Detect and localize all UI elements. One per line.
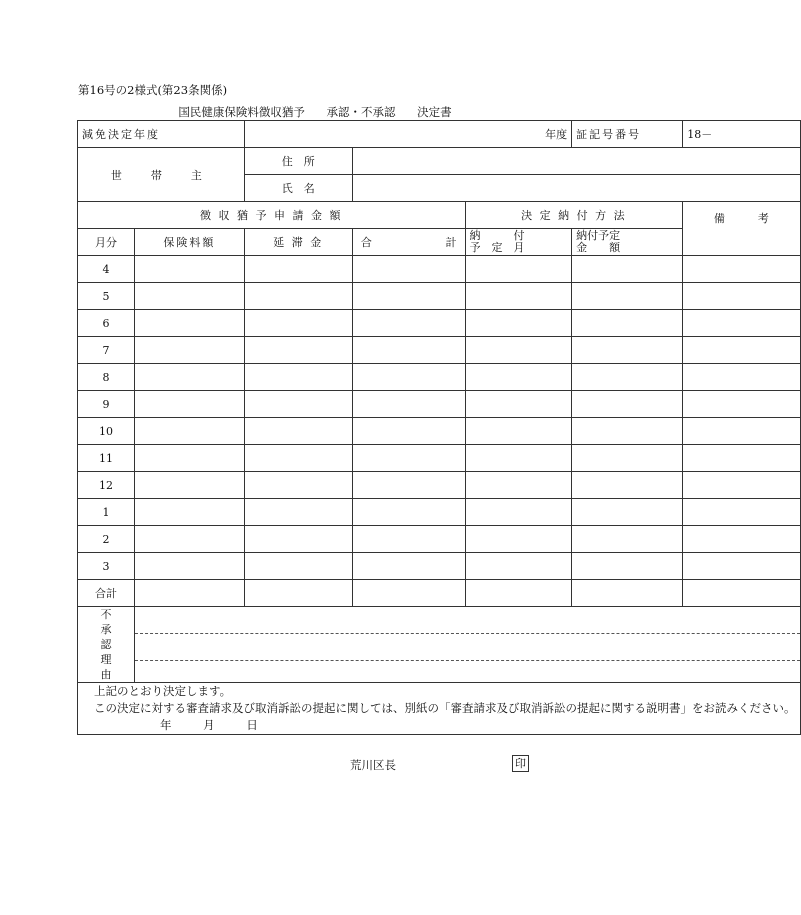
month-label: 11 bbox=[78, 445, 135, 472]
month-label: 3 bbox=[78, 553, 135, 580]
reason-label bbox=[78, 607, 135, 683]
delay-cell[interactable] bbox=[244, 364, 352, 391]
pay-month-cell[interactable] bbox=[465, 553, 572, 580]
pay-month-cell[interactable] bbox=[465, 391, 572, 418]
total-pay-amount-cell[interactable] bbox=[572, 580, 683, 607]
payment-method-header: 決 定 納 付 方 法 bbox=[465, 202, 683, 229]
col-delay: 延 滞 金 bbox=[244, 229, 352, 256]
reason-label-char: 承 bbox=[100, 623, 112, 636]
col-premium: 保険料額 bbox=[135, 229, 245, 256]
name-label: 氏 名 bbox=[244, 175, 352, 202]
sum-cell[interactable] bbox=[352, 283, 465, 310]
remarks-header: 備 考 bbox=[683, 202, 800, 256]
delay-cell[interactable] bbox=[244, 283, 352, 310]
premium-cell[interactable] bbox=[135, 337, 245, 364]
delay-cell[interactable] bbox=[244, 445, 352, 472]
pay-month-cell[interactable] bbox=[465, 337, 572, 364]
remarks-cell[interactable] bbox=[683, 553, 800, 580]
sum-cell[interactable] bbox=[352, 256, 465, 283]
remarks-cell[interactable] bbox=[683, 526, 800, 553]
cert-number-field[interactable]: 18－ bbox=[683, 121, 800, 148]
delay-cell[interactable] bbox=[244, 391, 352, 418]
month-row bbox=[78, 526, 801, 553]
year-unit: 年度 bbox=[545, 128, 568, 141]
pay-month-cell[interactable] bbox=[465, 310, 572, 337]
total-premium-cell[interactable] bbox=[135, 580, 245, 607]
premium-cell[interactable] bbox=[135, 445, 245, 472]
pay-amount-cell[interactable] bbox=[572, 364, 683, 391]
remarks-cell[interactable] bbox=[683, 283, 800, 310]
remarks-cell[interactable] bbox=[683, 256, 800, 283]
premium-cell[interactable] bbox=[135, 526, 245, 553]
month-label: 4 bbox=[78, 256, 135, 283]
pay-amount-cell[interactable] bbox=[572, 256, 683, 283]
sum-cell[interactable] bbox=[352, 391, 465, 418]
cert-number-label: 証記号番号 bbox=[572, 121, 683, 148]
reduction-year-field[interactable] bbox=[244, 121, 571, 148]
delay-cell[interactable] bbox=[244, 418, 352, 445]
row-group-headers bbox=[78, 202, 801, 229]
col-month: 月分 bbox=[78, 229, 135, 256]
sum-cell[interactable] bbox=[352, 553, 465, 580]
sum-cell[interactable] bbox=[352, 310, 465, 337]
reason-label-char: 由 bbox=[100, 668, 112, 681]
sum-cell[interactable] bbox=[352, 472, 465, 499]
address-label: 住 所 bbox=[244, 148, 352, 175]
month-row bbox=[78, 445, 801, 472]
sum-cell[interactable] bbox=[352, 418, 465, 445]
total-row-label: 合計 bbox=[78, 580, 135, 607]
row-address bbox=[78, 148, 801, 175]
premium-cell[interactable] bbox=[135, 499, 245, 526]
sum-cell[interactable] bbox=[352, 337, 465, 364]
delay-cell[interactable] bbox=[244, 310, 352, 337]
premium-cell[interactable] bbox=[135, 553, 245, 580]
month-row bbox=[78, 418, 801, 445]
title-suffix: 決定書 bbox=[417, 105, 452, 119]
form-title bbox=[0, 104, 630, 120]
date-day: 日 bbox=[246, 718, 258, 732]
remarks-cell[interactable] bbox=[683, 418, 800, 445]
month-label: 8 bbox=[78, 364, 135, 391]
col-total-right: 計 bbox=[445, 236, 457, 249]
reason-field[interactable] bbox=[135, 607, 800, 683]
pay-month-cell[interactable] bbox=[465, 445, 572, 472]
pay-amount-cell[interactable] bbox=[572, 472, 683, 499]
pay-amount-cell[interactable] bbox=[572, 553, 683, 580]
premium-cell[interactable] bbox=[135, 256, 245, 283]
delay-cell[interactable] bbox=[244, 499, 352, 526]
delay-cell[interactable] bbox=[244, 256, 352, 283]
month-row bbox=[78, 391, 801, 418]
remarks-cell[interactable] bbox=[683, 337, 800, 364]
form-number: 第16号の2様式(第23条関係) bbox=[78, 83, 228, 97]
month-row bbox=[78, 283, 801, 310]
notice-line-1: 上記のとおり決定します。 bbox=[94, 684, 232, 698]
household-head-label: 世 帯 主 bbox=[78, 148, 245, 202]
total-pay-month-cell[interactable] bbox=[465, 580, 572, 607]
col-total-left: 合 bbox=[360, 236, 372, 249]
month-label: 7 bbox=[78, 337, 135, 364]
pay-amount-cell[interactable] bbox=[572, 526, 683, 553]
col-total bbox=[352, 229, 465, 256]
pay-amount-cell[interactable] bbox=[572, 337, 683, 364]
month-label: 12 bbox=[78, 472, 135, 499]
pay-amount-cell[interactable] bbox=[572, 310, 683, 337]
col-pay-month-l2: 予 定 月 bbox=[469, 241, 525, 254]
reason-label-char: 不 bbox=[100, 608, 112, 621]
reason-label-char: 認 bbox=[100, 638, 112, 651]
pay-month-cell[interactable] bbox=[465, 499, 572, 526]
month-label: 9 bbox=[78, 391, 135, 418]
reason-dashline-1 bbox=[135, 633, 799, 634]
remarks-cell[interactable] bbox=[683, 499, 800, 526]
month-row bbox=[78, 310, 801, 337]
delay-cell[interactable] bbox=[244, 553, 352, 580]
pay-amount-cell[interactable] bbox=[572, 391, 683, 418]
date-line bbox=[82, 717, 796, 734]
notice-line-2: この決定に対する審査請求及び取消訴訟の提起に関しては、別紙の「審査請求及び取消訴訟の提起に関する説明書」をお読みください。 bbox=[94, 701, 796, 715]
pay-month-cell[interactable] bbox=[465, 364, 572, 391]
col-pay-amount bbox=[572, 229, 683, 256]
title-decision: 承認・不承認 bbox=[326, 105, 396, 119]
month-label: 5 bbox=[78, 283, 135, 310]
month-row bbox=[78, 499, 801, 526]
month-row bbox=[78, 553, 801, 580]
col-pay-amount-l2: 金 額 bbox=[576, 241, 621, 254]
reduction-year-label: 減免決定年度 bbox=[78, 121, 245, 148]
sum-cell[interactable] bbox=[352, 364, 465, 391]
notice-cell bbox=[78, 683, 801, 772]
title-main: 国民健康保険料徴収猶予 bbox=[178, 105, 305, 119]
premium-cell[interactable] bbox=[135, 391, 245, 418]
reason-label-char: 理 bbox=[100, 653, 112, 666]
row-reduction-year bbox=[78, 121, 801, 148]
date-month: 月 bbox=[203, 718, 215, 732]
row-reason bbox=[78, 607, 801, 683]
decision-form-table bbox=[77, 120, 801, 772]
month-row bbox=[78, 472, 801, 499]
pay-month-cell[interactable] bbox=[465, 472, 572, 499]
pay-month-cell[interactable] bbox=[465, 418, 572, 445]
name-field[interactable] bbox=[352, 175, 800, 202]
date-year: 年 bbox=[160, 718, 172, 732]
pay-amount-cell[interactable] bbox=[572, 445, 683, 472]
sum-cell[interactable] bbox=[352, 445, 465, 472]
application-header: 徴 収 猶 予 申 請 金 額 bbox=[78, 202, 466, 229]
premium-cell[interactable] bbox=[135, 472, 245, 499]
pay-month-cell[interactable] bbox=[465, 256, 572, 283]
premium-cell[interactable] bbox=[135, 310, 245, 337]
pay-amount-cell[interactable] bbox=[572, 499, 683, 526]
remarks-cell[interactable] bbox=[683, 364, 800, 391]
month-label: 1 bbox=[78, 499, 135, 526]
month-label: 10 bbox=[78, 418, 135, 445]
remarks-cell[interactable] bbox=[683, 472, 800, 499]
premium-cell[interactable] bbox=[135, 364, 245, 391]
remarks-cell[interactable] bbox=[683, 391, 800, 418]
total-remarks-cell[interactable] bbox=[683, 580, 800, 607]
issuer: 荒川区長 bbox=[350, 758, 396, 772]
row-total bbox=[78, 580, 801, 607]
col-pay-month bbox=[465, 229, 572, 256]
delay-cell[interactable] bbox=[244, 472, 352, 499]
month-label: 6 bbox=[78, 310, 135, 337]
month-row bbox=[78, 256, 801, 283]
premium-cell[interactable] bbox=[135, 418, 245, 445]
delay-cell[interactable] bbox=[244, 526, 352, 553]
month-row bbox=[78, 337, 801, 364]
delay-cell[interactable] bbox=[244, 337, 352, 364]
premium-cell[interactable] bbox=[135, 283, 245, 310]
remarks-cell[interactable] bbox=[683, 310, 800, 337]
pay-month-cell[interactable] bbox=[465, 526, 572, 553]
reason-dashline-2 bbox=[135, 660, 799, 661]
col-pay-month-l1: 納 付 bbox=[469, 229, 525, 242]
month-row bbox=[78, 364, 801, 391]
address-field[interactable] bbox=[352, 148, 800, 175]
month-rows bbox=[78, 256, 801, 580]
col-pay-amount-l1: 納付予定 bbox=[576, 229, 621, 242]
month-label: 2 bbox=[78, 526, 135, 553]
seal-stamp: 印 bbox=[512, 755, 529, 772]
total-sum-cell[interactable] bbox=[352, 580, 465, 607]
sum-cell[interactable] bbox=[352, 499, 465, 526]
pay-month-cell[interactable] bbox=[465, 283, 572, 310]
sum-cell[interactable] bbox=[352, 526, 465, 553]
total-delay-cell[interactable] bbox=[244, 580, 352, 607]
pay-amount-cell[interactable] bbox=[572, 418, 683, 445]
row-notice bbox=[78, 683, 801, 735]
pay-amount-cell[interactable] bbox=[572, 283, 683, 310]
remarks-cell[interactable] bbox=[683, 445, 800, 472]
